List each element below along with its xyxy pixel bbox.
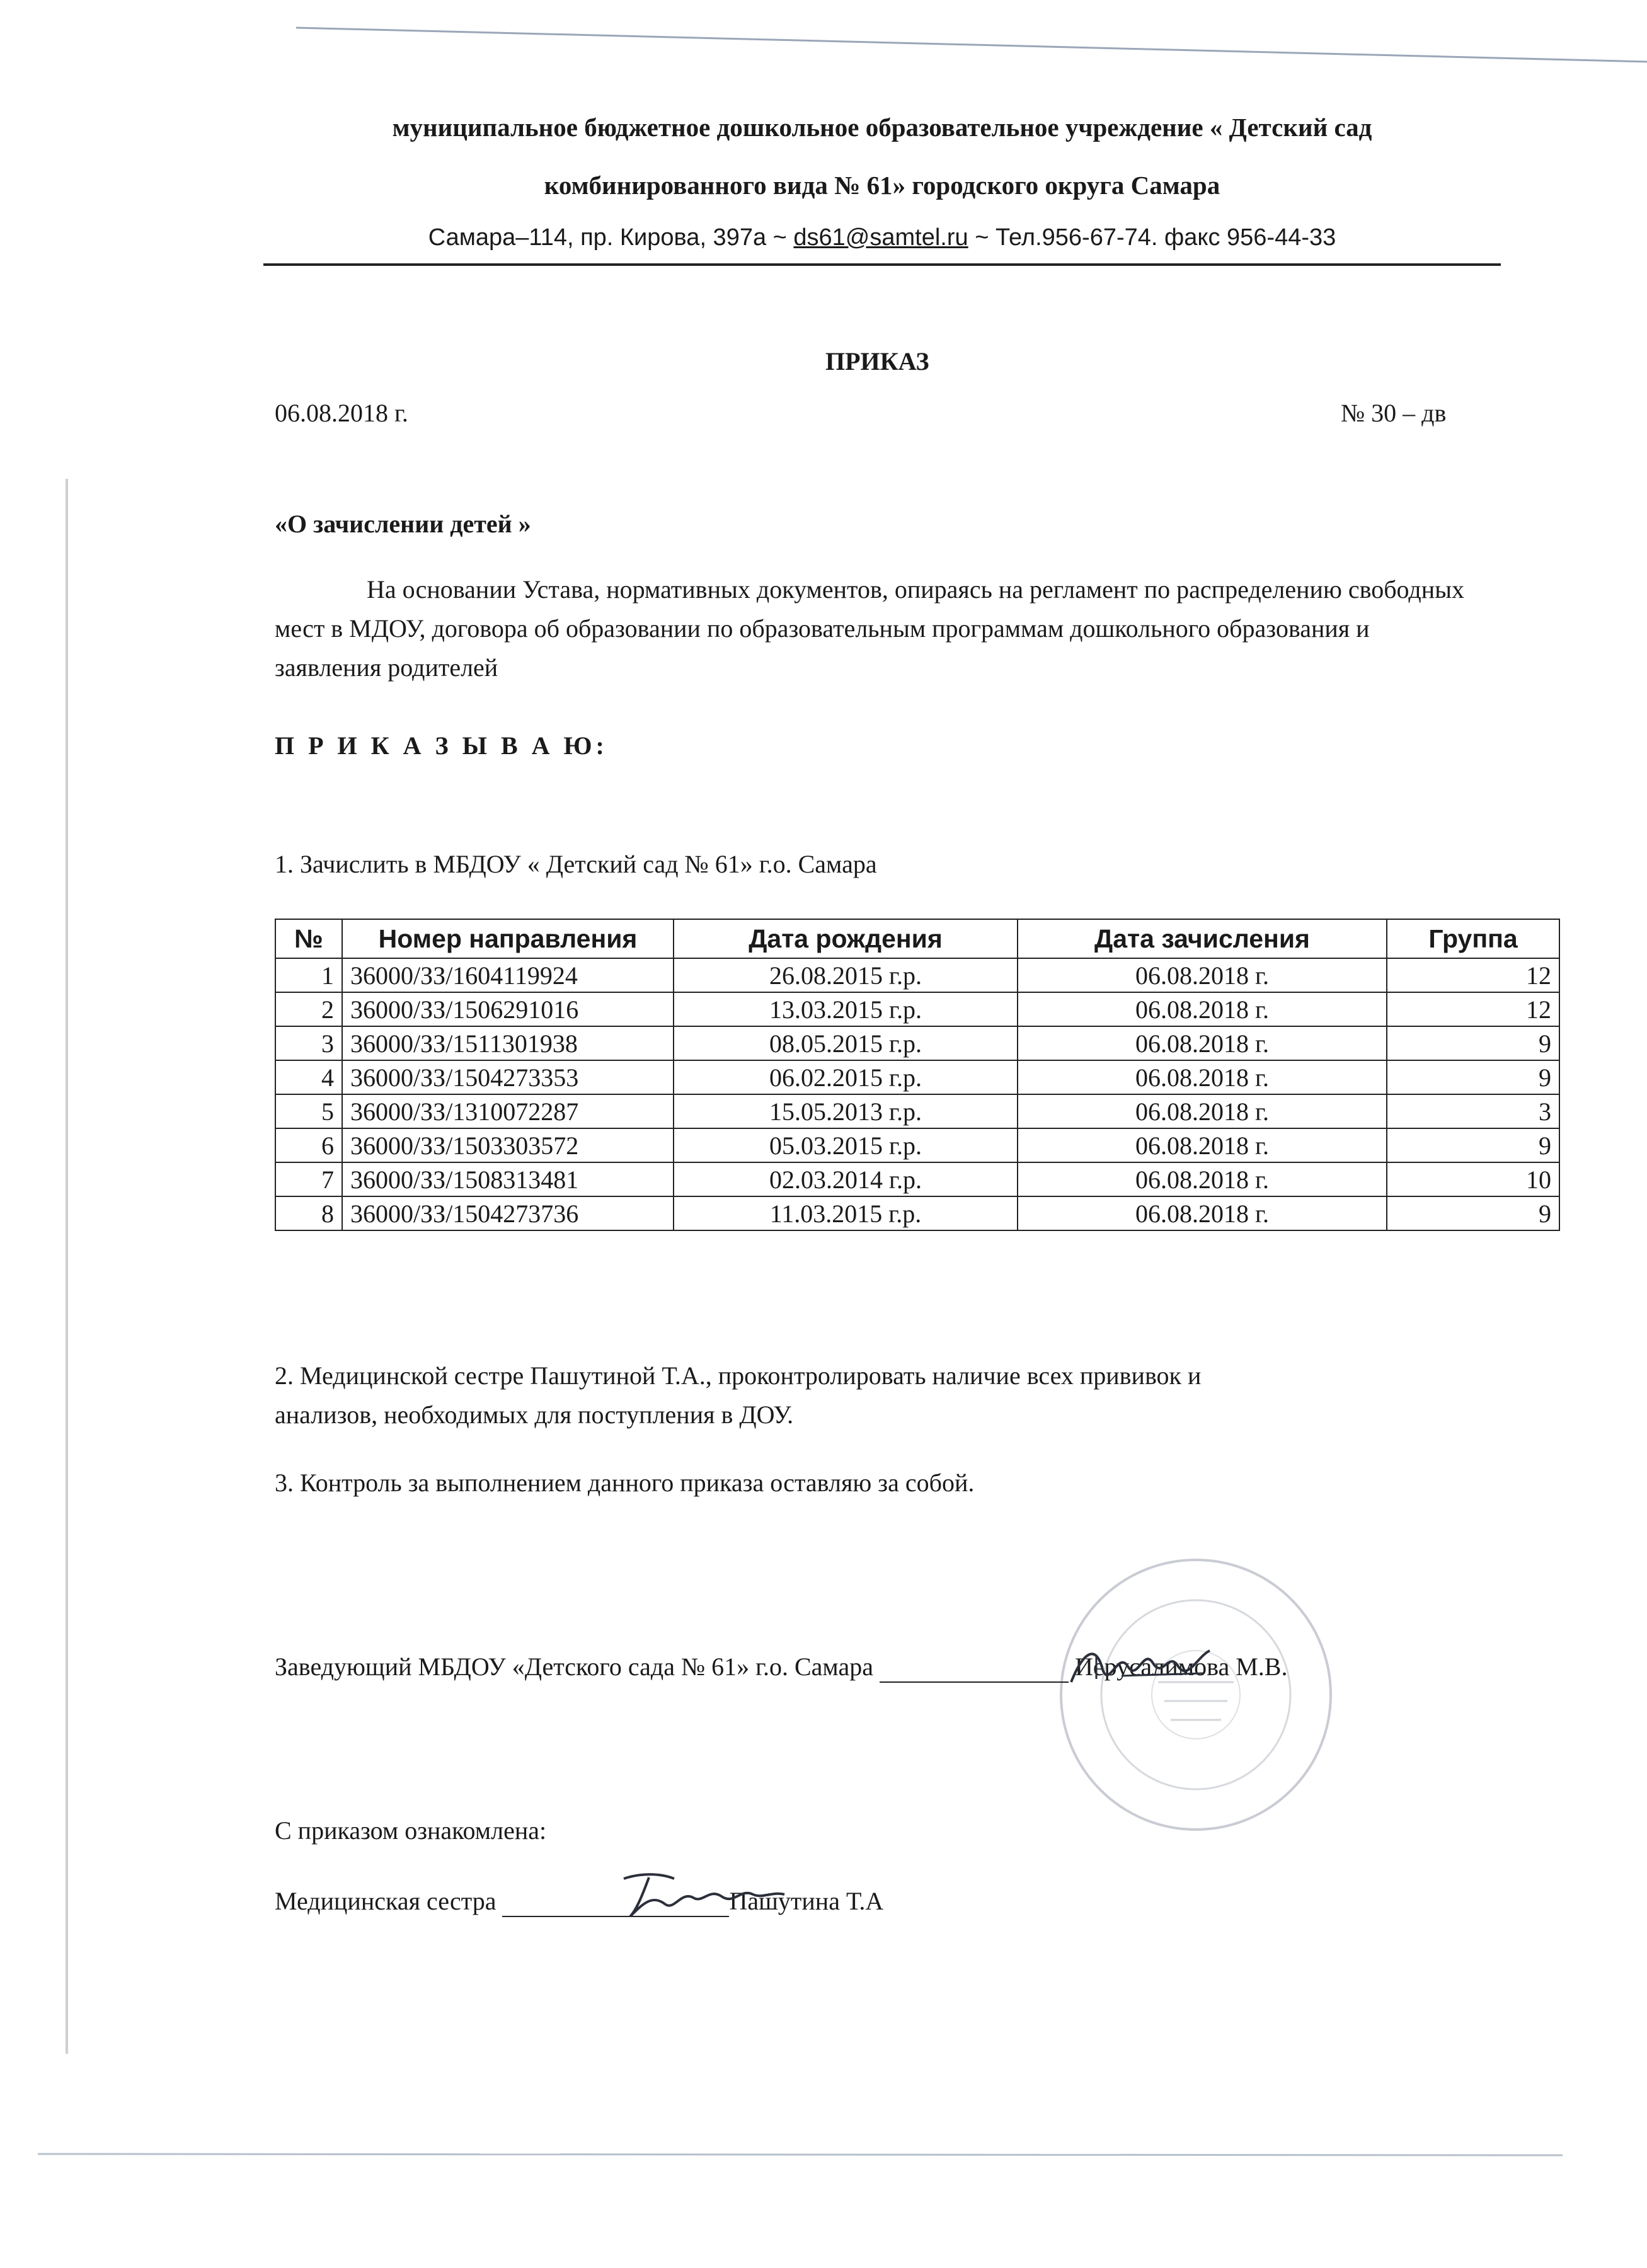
cell-group: 9 xyxy=(1387,1196,1559,1230)
org-address: Самара–114, пр. Кирова, 397а ~ xyxy=(428,224,794,251)
scan-edge-bottom xyxy=(38,2151,1563,2158)
table-row xyxy=(275,992,1559,1026)
nurse-name: Пашутина Т.А xyxy=(729,1887,884,1915)
cell-number: 3 xyxy=(275,1026,342,1060)
cell-birthdate: 05.03.2015 г.р. xyxy=(674,1128,1018,1162)
head-title: Заведующий МБДОУ «Детского сада № 61» г.о. Самара xyxy=(275,1652,873,1681)
cell-number: 8 xyxy=(275,1196,342,1230)
cell-group: 3 xyxy=(1387,1094,1559,1128)
col-header-group: Группа xyxy=(1387,919,1559,958)
cell-referral: 36000/ЗЗ/1504273736 xyxy=(342,1196,674,1230)
cell-referral: 36000/ЗЗ/1310072287 xyxy=(342,1094,674,1128)
head-name: Иерусалимова М.В. xyxy=(1074,1652,1288,1681)
order-subject: «О зачислении детей » xyxy=(275,510,531,538)
nurse-signature-icon xyxy=(605,1860,794,1929)
cell-birthdate: 11.03.2015 г.р. xyxy=(674,1196,1018,1230)
scan-edge-top xyxy=(0,19,1647,94)
cell-number: 4 xyxy=(275,1060,342,1094)
order-number: № 30 – дв xyxy=(1341,399,1447,427)
cell-enrollment-date: 06.08.2018 г. xyxy=(1018,992,1387,1026)
cell-number: 6 xyxy=(275,1128,342,1162)
cell-enrollment-date: 06.08.2018 г. xyxy=(1018,1026,1387,1060)
cell-group: 9 xyxy=(1387,1026,1559,1060)
cell-group: 10 xyxy=(1387,1162,1559,1196)
order-date: 06.08.2018 г. xyxy=(275,399,408,427)
order-command: П Р И К А З Ы В А Ю: xyxy=(275,731,608,760)
cell-referral: 36000/ЗЗ/1511301938 xyxy=(342,1026,674,1060)
cell-enrollment-date: 06.08.2018 г. xyxy=(1018,1060,1387,1094)
acknowledged-label: С приказом ознакомлена: xyxy=(275,1816,547,1845)
table-row xyxy=(275,1094,1559,1128)
cell-birthdate: 26.08.2015 г.р. xyxy=(674,958,1018,992)
org-name-line-1: муниципальное бюджетное дошкольное образовательное учреждение « Детский сад xyxy=(392,113,1372,142)
col-header-referral: Номер направления xyxy=(342,919,674,958)
org-contacts xyxy=(265,224,1500,251)
cell-referral: 36000/ЗЗ/1508313481 xyxy=(342,1162,674,1196)
head-signature-icon xyxy=(1059,1632,1222,1701)
order-item-3: 3. Контроль за выполнением данного приказа оставляю за собой. xyxy=(275,1469,975,1497)
cell-group: 9 xyxy=(1387,1060,1559,1094)
cell-birthdate: 02.03.2014 г.р. xyxy=(674,1162,1018,1196)
table-row xyxy=(275,1162,1559,1196)
cell-referral: 36000/ЗЗ/1604119924 xyxy=(342,958,674,992)
letterhead-divider xyxy=(263,263,1501,266)
table-header-row xyxy=(275,919,1559,958)
cell-referral: 36000/ЗЗ/1503303572 xyxy=(342,1128,674,1162)
cell-number: 5 xyxy=(275,1094,342,1128)
cell-birthdate: 06.02.2015 г.р. xyxy=(674,1060,1018,1094)
table-row xyxy=(275,1026,1559,1060)
enrollment-table xyxy=(275,919,1560,1231)
table-row xyxy=(275,1060,1559,1094)
org-name-line-2: комбинированного вида № 61» городского округа Самара xyxy=(544,171,1220,200)
scan-edge-left xyxy=(66,479,68,2054)
cell-referral: 36000/ЗЗ/1504273353 xyxy=(342,1060,674,1094)
org-phone-fax: ~ Тел.956-67-74. факс 956-44-33 xyxy=(968,224,1336,251)
cell-enrollment-date: 06.08.2018 г. xyxy=(1018,958,1387,992)
cell-group: 12 xyxy=(1387,958,1559,992)
cell-referral: 36000/ЗЗ/1506291016 xyxy=(342,992,674,1026)
cell-birthdate: 15.05.2013 г.р. xyxy=(674,1094,1018,1128)
order-item-1: 1. Зачислить в МБДОУ « Детский сад № 61» г.о. Самара xyxy=(275,850,877,878)
order-preamble-text: На основании Устава, нормативных документов, опираясь на регламент по распределению свободных мест в МДОУ, договора об образовании по образовательным программам дошкольного образования и заявления родителей xyxy=(275,575,1465,682)
nurse-title: Медицинская сестра xyxy=(275,1887,496,1915)
cell-number: 7 xyxy=(275,1162,342,1196)
cell-enrollment-date: 06.08.2018 г. xyxy=(1018,1094,1387,1128)
cell-birthdate: 08.05.2015 г.р. xyxy=(674,1026,1018,1060)
cell-number: 2 xyxy=(275,992,342,1026)
head-signature-field xyxy=(880,1652,1069,1683)
col-header-birthdate: Дата рождения xyxy=(674,919,1018,958)
cell-enrollment-date: 06.08.2018 г. xyxy=(1018,1128,1387,1162)
cell-enrollment-date: 06.08.2018 г. xyxy=(1018,1162,1387,1196)
col-header-number: № xyxy=(275,919,342,958)
cell-enrollment-date: 06.08.2018 г. xyxy=(1018,1196,1387,1230)
org-email-link[interactable]: ds61@samtel.ru xyxy=(793,224,968,251)
cell-number: 1 xyxy=(275,958,342,992)
cell-group: 12 xyxy=(1387,992,1559,1026)
order-item-2-line-2: анализов, необходимых для поступления в ДОУ. xyxy=(275,1400,794,1429)
table-row xyxy=(275,958,1559,992)
order-title: ПРИКАЗ xyxy=(825,347,929,375)
table-row xyxy=(275,1128,1559,1162)
order-preamble xyxy=(275,570,1472,687)
order-item-2-line-1: 2. Медицинской сестре Пашутиной Т.А., проконтролировать наличие всех прививок и xyxy=(275,1361,1202,1390)
table-row xyxy=(275,1196,1559,1230)
col-header-enrollment-date: Дата зачисления xyxy=(1018,919,1387,958)
cell-group: 9 xyxy=(1387,1128,1559,1162)
cell-birthdate: 13.03.2015 г.р. xyxy=(674,992,1018,1026)
